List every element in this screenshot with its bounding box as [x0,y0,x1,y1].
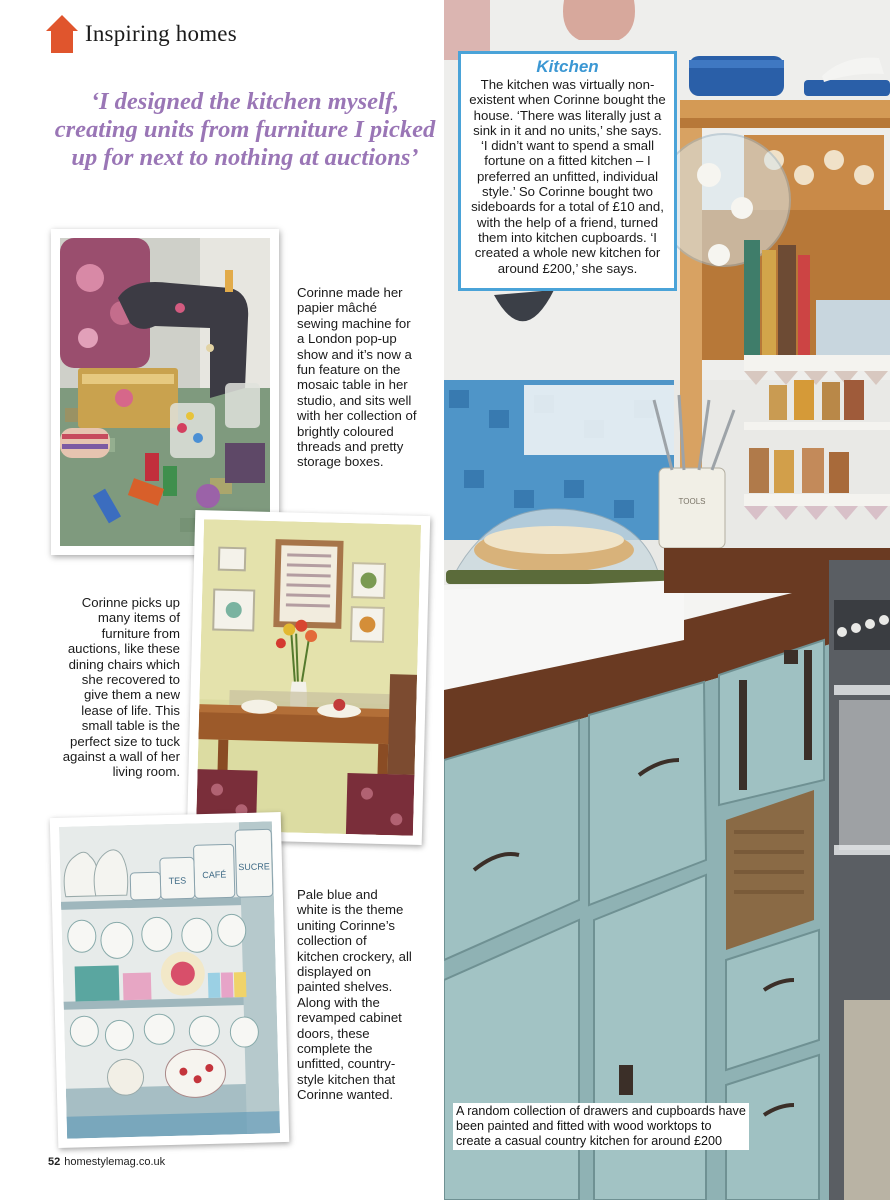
photo-dining-table [187,510,431,845]
caption-sewing: Corinne made her papier mâché sewing machine for a London pop-up show and it’s now a fun feature on the mosaic table in her studio, and sits well with her collection of brightly coloured threads and pretty storage boxes. [297,285,417,470]
photo-sewing-machine [51,229,279,555]
canister-label-cafe: CAFÉ [202,869,227,881]
caption-dining: Corinne picks up many items of furniture from auctions, like these dining chairs which she recovered to give them a new lease of life. This small table is the perfect size to tuck against a wall of her living room. [62,595,180,780]
utensil-pot-label: TOOLS [678,497,706,506]
caption-crockery: Pale blue and white is the theme uniting Corinne’s collection of kitchen crockery, all displayed on painted shelves. Along with the revamped cabinet doors, these complete the unfitted, country-style kitchen that Corinne wanted. [297,887,412,1103]
pull-quote: ‘I designed the kitchen myself, creating units from furniture I picked up for next to nothing at auctions’ [54,88,436,171]
dining-room-image [196,519,421,836]
crockery-shelf-image [59,821,280,1138]
page-number: 52 [48,1156,61,1168]
canister-label-tes: TES [168,875,187,886]
canister-label-sucre: SUCRE [238,861,270,873]
caption-main-kitchen: A random collection of drawers and cupboards have been painted and fitted with wood worktops to create a casual country kitchen for around £200 [453,1103,749,1150]
kitchen-box-title: Kitchen [536,57,599,76]
section-header [45,14,237,54]
website-url: homestylemag.co.uk [64,1156,166,1168]
kitchen-box-body: The kitchen was virtually non-existent when Corinne bought the house. ‘There was literally just a sink in it and no units,’ she says. ‘I didn’t want to spend a small fortune on a fitted kitchen – I preferred an unfitted, individual style.’ So Corinne bought two sideboards for a total of £10 and, with the help of a friend, turned them into kitchen cupboards. ‘I created a whole new kitchen for around £200,’ she says. [469,77,666,276]
kitchen-info-box [458,51,677,291]
sewing-machine-image [60,238,270,546]
page-folio [48,1156,165,1168]
photo-crockery [50,812,290,1148]
house-icon [45,14,79,54]
section-title: Inspiring homes [85,21,237,46]
